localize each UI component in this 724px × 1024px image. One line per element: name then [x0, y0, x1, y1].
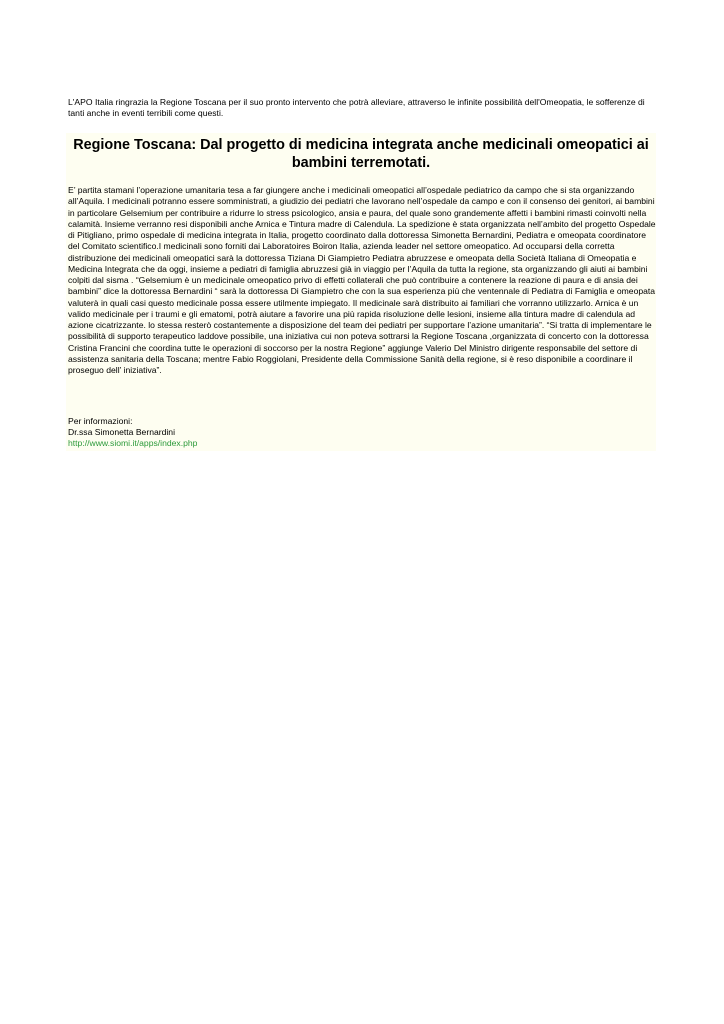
article-panel [66, 133, 656, 451]
contact-name: Dr.ssa Simonetta Bernardini [68, 427, 175, 437]
info-link[interactable]: http://www.siomi.it/apps/index.php [68, 438, 198, 448]
article-title: Regione Toscana: Dal progetto di medicina integrata anche medicinali omeopatici ai bambini terremotati. [73, 137, 649, 171]
contact-block [68, 416, 468, 449]
intro-paragraph: L'APO Italia ringrazia la Regione Toscana per il suo pronto intervento che potrà alleviare, attraverso le infinite possibilità dell'Omeopatia, le sofferenze di tanti anche in eventi terribili come questi. [68, 97, 645, 118]
contact-label: Per informazioni: [68, 416, 133, 426]
article-body: E’ partita stamani l’operazione umanitaria tesa a far giungere anche i medicinali omeopatici all’ospedale pediatrico da campo che si sta organizzando all’Aquila. I medicinali potranno essere somministrati, a giudizio dei pediatri che lavorano nell’ospedale da campo e con il consenso dei genitori, ai bambini in particolare Gelsemium per contribuire a ridurre lo stress psicologico, ansia e paura, del quale sono grandemente affetti i bambini rimasti coinvolti nella calamità. Insieme verranno resi disponibili anche Arnica e Tintura madre di Calendula. La spedizione è stata organizzata nell’ambito del progetto Ospedale di Pitigliano, primo ospedale di medicina integrata in Italia, progetto coordinato dalla dottoressa Simonetta Bernardini, Pediatra e omeopata coordinatore del Comitato scientifico.I medicinali sono forniti dai Laboratoires Boiron Italia, azienda leader nel settore omeopatico. Ad occuparsi della corretta distribuzione dei medicinali omeopatici sarà la dottoressa Tiziana Di Giampietro Pediatra abruzzese e omeopata della Società Italiana di Omeopatia e Medicina Integrata che da oggi, insieme a pediatri di famiglia abruzzesi già in viaggio per l’Aquila da tutta la regione, sta organizzando gli aiuti ai bambini colpiti dal sisma . “Gelsemium è un medicinale omeopatico privo di effetti collaterali che può contribuire a contenere la reazione di paura e di ansia dei bambini” dice la dottoressa Bernardini “ sarà la dottoressa Di Giampietro che con la sua esperienza più che ventennale di Pediatra di Famiglia e omeopata valuterà in quali casi questo medicinale possa essere utilmente impiegato. Il medicinale sarà distribuito ai familiari che vorranno utilizzarlo. Arnica è un valido medicinale per i traumi e gli ematomi, potrà aiutare a favorire una più rapida risoluzione delle lesioni, insieme alla tintura madre di calendula ad azione cicatrizzante. lo stessa resterò costantemente a disposizione del team dei pediatri per supportare l’azione umanitaria”. “Si tratta di implementare le possibilità di supporto terapeutico laddove possibile, una iniziativa cui non poteva sottrarsi la Regione Toscana ,organizzata di concerto con la dottoressa Cristina Francini che coordina tutte le operazioni di soccorso per la nostra Regione” aggiunge Valerio Del Ministro dirigente responsabile del settore di assistenza sanitaria della Toscana; mentre Fabio Roggiolani, Presidente della Commissione Sanità della regione, si è reso disponibile a coordinare il proseguo dell’ iniziativa”. [68, 185, 656, 375]
